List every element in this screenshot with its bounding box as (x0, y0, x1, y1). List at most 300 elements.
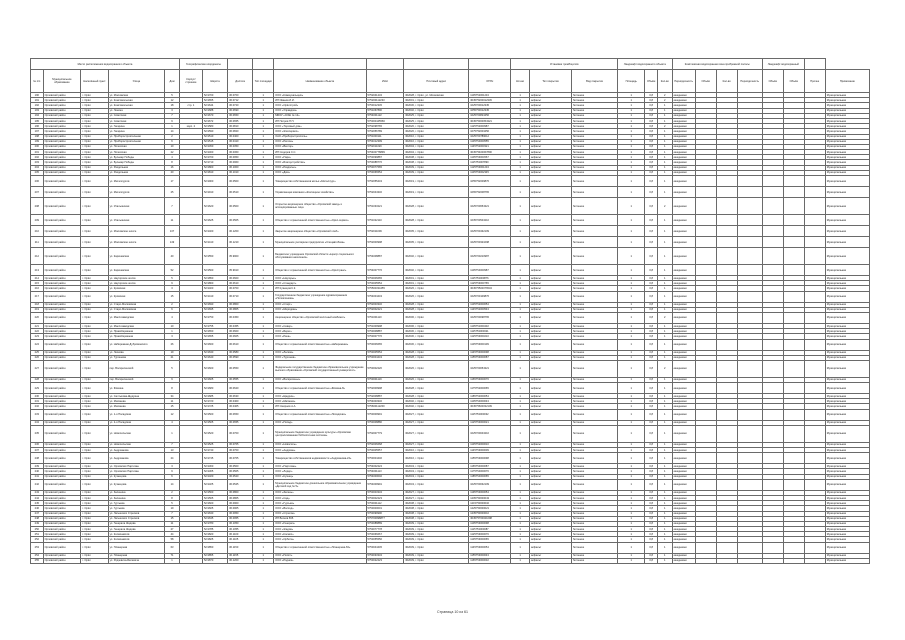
table-cell: Орловский район (43, 521, 81, 526)
table-cell: асфальт (530, 160, 572, 165)
table-cell: 1 (657, 144, 672, 149)
table-cell: 302039, г. Орёл (404, 542, 469, 553)
table-cell (179, 409, 202, 420)
table-cell: 52.9900 (202, 176, 227, 187)
table-cell: 302039, г. Орёл (404, 537, 469, 542)
table-cell: Муниципальная (825, 134, 869, 139)
table-cell: ИП Кузнецов К.К. (274, 286, 366, 291)
table-cell: бетонное (571, 453, 617, 464)
table-cell: бетонное (571, 215, 617, 226)
table-cell: ежедневно (672, 542, 695, 553)
table-cell: 1135753000109 (469, 339, 511, 350)
table-cell: ежедневно (672, 360, 695, 377)
table-cell: г. Орёл (81, 160, 108, 165)
table-cell (783, 360, 804, 377)
table-cell: 0,8 (645, 464, 658, 469)
table-cell: асфальт (530, 237, 572, 248)
table-cell: Муниципальная (825, 329, 869, 334)
table-cell: 575300445566 (366, 118, 404, 123)
table-cell: 1 (253, 165, 274, 170)
table-row (31, 291, 870, 302)
table-cell (762, 187, 783, 198)
table-cell: ежедневно (672, 495, 695, 500)
table-cell: бетонное (571, 409, 617, 420)
table-cell: 1 (253, 521, 274, 526)
table-cell: 1035700543210 (469, 215, 511, 226)
table-cell (804, 360, 825, 377)
table-cell: 217 (31, 291, 44, 302)
table-cell: 52.9710 (202, 160, 227, 165)
table-cell: 1115753007890 (469, 160, 511, 165)
table-cell: 25 (165, 187, 180, 198)
table-cell: Орловский район (43, 425, 81, 442)
table-cell: Орловский район (43, 448, 81, 453)
table-cell: 1 (657, 265, 672, 276)
table-cell: ул. Гагарина (108, 129, 165, 134)
table-cell: бетонное (571, 93, 617, 98)
table-cell: 302028, г. Орёл, ул. Московская (404, 93, 469, 98)
table-cell: ИП Волков В.В. (274, 516, 366, 521)
table-cell: 52.9325 (202, 479, 227, 490)
table-cell: 5754000002 (366, 474, 404, 479)
table-cell: 1 (511, 542, 530, 553)
table-cell: Муниципальная (825, 355, 869, 360)
table-cell: г. Орёл (81, 453, 108, 464)
table-cell: 1 (618, 103, 645, 108)
table-cell: 0,8 (645, 350, 658, 355)
table-cell: 1 (253, 469, 274, 474)
table-cell: 8 (165, 160, 180, 165)
table-cell: 52.9525 (202, 442, 227, 447)
table-cell (762, 312, 783, 323)
table-cell: ООО «Воскресенье» (274, 377, 366, 382)
table-cell: бетонное (571, 307, 617, 312)
table-cell: 1195753000054 (469, 490, 511, 495)
table-cell (762, 248, 783, 265)
table-cell: Орловский район (43, 170, 81, 175)
table-cell: 5753001112 (366, 501, 404, 506)
table-cell: 0,8 (645, 265, 658, 276)
table-cell: 0,8 (645, 129, 658, 134)
table-cell (179, 360, 202, 377)
table-cell: 1055752009876 (469, 176, 511, 187)
table-cell: ул. Набережная Дубровинского (108, 339, 165, 350)
table-cell: 36.1200 (228, 558, 253, 563)
table-cell: ул. Генерала Жадова (108, 521, 165, 526)
column-header: Почтовый адрес (404, 70, 469, 93)
table-cell: 36.0710 (228, 291, 253, 302)
table-cell: 1105753004567 (469, 155, 511, 160)
table-cell: 1 (511, 532, 530, 537)
table-cell: ООО «Партизан» (274, 464, 366, 469)
table-cell: 1 (253, 453, 274, 464)
table-cell: ул. Наугорское шоссе (108, 281, 165, 286)
table-cell: 302040, г. Орёл (404, 399, 469, 404)
table-cell: 5 (165, 93, 180, 98)
table-cell: 1 (511, 307, 530, 312)
table-cell: 1 (511, 383, 530, 394)
table-cell: ул. Карачевская (108, 248, 165, 265)
table-cell: 1 (657, 383, 672, 394)
table-cell (716, 291, 737, 302)
table-cell: 1 (618, 350, 645, 355)
table-cell: корп. 2 (179, 124, 202, 129)
table-cell (179, 291, 202, 302)
table-row (31, 383, 870, 394)
table-cell (737, 215, 762, 226)
table-cell: Муниципальная (825, 553, 869, 558)
table-cell: Орловский район (43, 383, 81, 394)
table-cell (716, 542, 737, 553)
table-cell: г. Орёл (81, 553, 108, 558)
table-cell: ул. Матвеева (108, 404, 165, 409)
table-cell: 1 (618, 237, 645, 248)
table-cell: Орловский район (43, 150, 81, 155)
table-cell: г. Орёл (81, 108, 108, 113)
table-cell: 52.9625 (202, 215, 227, 226)
table-cell: 1145753000009 (469, 448, 511, 453)
table-cell: Орловский район (43, 516, 81, 521)
table-cell: 1115753000087 (469, 527, 511, 532)
table-cell: 243 (31, 490, 44, 495)
table-cell: 5751067890 (366, 108, 404, 113)
column-header: Объём (695, 70, 716, 93)
table-cell: ежедневно (672, 521, 695, 526)
table-cell: 1 (657, 553, 672, 558)
table-cell: 1 (511, 329, 530, 334)
table-cell: 1 (511, 537, 530, 542)
table-cell: 1 (253, 302, 274, 307)
table-cell: 1 (657, 113, 672, 118)
table-cell: 52.9870 (202, 558, 227, 563)
table-cell: 36.0630 (228, 394, 253, 399)
table-cell: 1 (511, 144, 530, 149)
table-cell: 1 (253, 93, 274, 98)
table-cell: 0,8 (645, 521, 658, 526)
table-cell: 5753055556 (366, 537, 404, 542)
table-cell: 302039, г. Орёл (404, 532, 469, 537)
table-cell: 52 (165, 265, 180, 276)
table-cell (737, 542, 762, 553)
table-cell: ул. Раздольная (108, 170, 165, 175)
table-cell: бетонное (571, 165, 617, 170)
table-cell: Орловский район (43, 501, 81, 506)
table-cell: Орловский район (43, 537, 81, 542)
table-cell: 1 (511, 118, 530, 123)
table-cell: 1 (511, 312, 530, 323)
table-cell: асфальт (530, 215, 572, 226)
table-cell: 1 (511, 226, 530, 237)
table-cell: 5753066667 (366, 532, 404, 537)
table-cell: г. Орёл (81, 350, 108, 355)
table-cell: ул. Металлургов (108, 176, 165, 187)
table-cell: 194 (31, 113, 44, 118)
table-cell: г. Орёл (81, 404, 108, 409)
table-cell: Орловский район (43, 442, 81, 447)
table-cell: 1 (511, 155, 530, 160)
table-cell: Муниципальная (825, 339, 869, 350)
table-cell: Муниципальная (825, 527, 869, 532)
table-cell: асфальт (530, 165, 572, 170)
table-cell (695, 383, 716, 394)
table-cell: 1 (253, 108, 274, 113)
table-cell: 1025700012345 (469, 103, 511, 108)
table-cell: ООО «Старт» (274, 302, 366, 307)
table-cell: ООО «Матвеев» (274, 399, 366, 404)
table-cell: 228 (31, 377, 44, 382)
table-cell: 1 (511, 511, 530, 516)
table-cell: асфальт (530, 420, 572, 425)
table-cell: 1 (511, 453, 530, 464)
table-cell: ООО «Лидер» (274, 469, 366, 474)
table-cell: 1 (618, 404, 645, 409)
table-cell: Муниципальная (825, 237, 869, 248)
table-cell: г. Орёл (81, 409, 108, 420)
table-cell: асфальт (530, 334, 572, 339)
table-cell: асфальт (530, 521, 572, 526)
table-cell: Муниципальная (825, 170, 869, 175)
table-cell: 0,8 (645, 453, 658, 464)
header-group (228, 59, 253, 70)
table-cell: 36.1150 (228, 542, 253, 553)
table-cell: 1 (253, 511, 274, 516)
table-cell: 1 (253, 248, 274, 265)
table-cell: Товарищество собственников недвижимости «Андрианова-24» (274, 453, 366, 464)
table-cell (695, 187, 716, 198)
column-header: Долгота (228, 70, 253, 93)
table-cell: ежедневно (672, 124, 695, 129)
table-cell (783, 176, 804, 187)
table-cell: 36.0700 (228, 286, 253, 291)
table-cell: 0,8 (645, 108, 658, 113)
table-cell: 1 (253, 383, 274, 394)
table-cell (716, 187, 737, 198)
table-cell: 36.1100 (228, 532, 253, 537)
table-cell: г. Орёл (81, 495, 108, 500)
table-cell: Муниципальная (825, 474, 869, 479)
table-cell: 1 (511, 334, 530, 339)
table-cell: ул. Маслозаводская (108, 323, 165, 328)
table-cell: 1 (253, 553, 274, 558)
table-cell: 1 (657, 226, 672, 237)
table-cell: 52.9510 (202, 134, 227, 139)
table-cell: 9 (165, 118, 180, 123)
table-cell: 1 (618, 409, 645, 420)
table-row (31, 248, 870, 265)
table-cell: 0,8 (645, 98, 658, 103)
table-cell: 195 (31, 118, 44, 123)
table-cell: 1 (657, 490, 672, 495)
table-cell: 1 (253, 501, 274, 506)
table-cell: 1025700032109 (469, 479, 511, 490)
table-cell: 36.0655 (228, 118, 253, 123)
table-cell: ул. Московское шоссе (108, 226, 165, 237)
table-cell: бетонное (571, 286, 617, 291)
table-cell: 1 (618, 307, 645, 312)
table-cell: ООО «Андриан» (274, 448, 366, 453)
table-cell (716, 176, 737, 187)
table-cell: бетонное (571, 124, 617, 129)
table-cell (804, 542, 825, 553)
table-cell: Муниципальная (825, 558, 869, 563)
table-cell: Орловский район (43, 511, 81, 516)
table-cell: асфальт (530, 302, 572, 307)
table-cell: 1 (511, 134, 530, 139)
table-cell: 1 (511, 355, 530, 360)
table-cell: Орловский район (43, 215, 81, 226)
table-cell: 5753001119 (366, 377, 404, 382)
table-cell: 302030, г. Орёл (404, 329, 469, 334)
table-cell: бетонное (571, 495, 617, 500)
table-cell: 302010, г. Орёл (404, 134, 469, 139)
table-cell: 0,8 (645, 527, 658, 532)
table-cell: 1 (618, 339, 645, 350)
table-cell: 1 (618, 542, 645, 553)
table-cell: 248 (31, 516, 44, 521)
table-cell: 1125752000987 (469, 124, 511, 129)
table-cell: 1 (253, 307, 274, 312)
table-cell: 302028, г. Орёл (404, 394, 469, 399)
table-cell (179, 425, 202, 442)
table-cell: 0,8 (645, 506, 658, 511)
table-cell: бетонное (571, 155, 617, 160)
table-cell: Орловский район (43, 165, 81, 170)
table-cell: ООО «Восход» (274, 506, 366, 511)
table-cell: 5753000001 (366, 506, 404, 511)
table-cell: Бюджетное учреждение Орловской области «Центр социального обслуживания населения» (274, 248, 366, 265)
table-cell: 0,8 (645, 329, 658, 334)
table-cell: асфальт (530, 129, 572, 134)
table-cell: 202 (31, 155, 44, 160)
table-cell: Муниципальная (825, 98, 869, 103)
table-cell: 52.9688 (202, 108, 227, 113)
table-cell: г. Орёл (81, 98, 108, 103)
table-cell: 1 (253, 323, 274, 328)
table-cell: 0,8 (645, 537, 658, 542)
table-cell: 5754001113 (366, 469, 404, 474)
register-body (31, 93, 870, 564)
table-cell: 1 (657, 355, 672, 360)
table-cell (762, 226, 783, 237)
table-cell: ул. Карачевская (108, 265, 165, 276)
table-cell: ежедневно (672, 103, 695, 108)
table-cell: 1 (511, 286, 530, 291)
table-cell: бетонное (571, 377, 617, 382)
table-cell (716, 215, 737, 226)
table-cell: г. Орёл (81, 265, 108, 276)
table-cell: асфальт (530, 103, 572, 108)
table-cell: Орловский район (43, 469, 81, 474)
column-header: Объём (762, 70, 783, 93)
table-cell: пер. Воскресенский (108, 377, 165, 382)
table-cell: Муниципальная (825, 350, 869, 355)
table-cell: 302028, г. Орёл (404, 355, 469, 360)
table-cell: 1 (253, 118, 274, 123)
table-cell: 36.0820 (228, 129, 253, 134)
table-cell: ул. Новосильская (108, 425, 165, 442)
table-cell: 302040, г. Орёл (404, 248, 469, 265)
table-cell: 190 (31, 93, 44, 98)
table-cell: 36.0700 (228, 425, 253, 442)
table-cell: 40 (165, 248, 180, 265)
table-cell: Муниципальная (825, 103, 869, 108)
table-cell: г. Орёл (81, 155, 108, 160)
table-cell: 5754003332 (366, 399, 404, 404)
table-cell: ул. Салтыкова-Щедрина (108, 394, 165, 399)
table-cell: 302030, г. Орёл (404, 103, 469, 108)
table-cell: 1 (511, 291, 530, 302)
table-cell: ул. 2-я Посадская (108, 420, 165, 425)
table-cell: 0,8 (645, 155, 658, 160)
table-cell: Муниципальная (825, 521, 869, 526)
table-cell: 0,8 (645, 355, 658, 360)
table-cell: Муниципальная (825, 464, 869, 469)
table-cell: 5753006665 (366, 276, 404, 281)
table-cell: 36.0960 (228, 160, 253, 165)
table-cell: 304575500076543 (469, 286, 511, 291)
column-header: ИНН (366, 70, 404, 93)
table-row (31, 558, 870, 563)
table-cell: ул. Наугорское шоссе (108, 276, 165, 281)
table-cell: 5751000111 (366, 134, 404, 139)
table-cell: г. Орёл (81, 558, 108, 563)
table-cell: 52.9695 (202, 307, 227, 312)
table-cell: ежедневно (672, 394, 695, 399)
table-cell: Общество с ограниченной ответственностью «Планерная-63» (274, 542, 366, 553)
table-cell: бетонное (571, 108, 617, 113)
table-cell: ежедневно (672, 129, 695, 134)
table-cell (762, 215, 783, 226)
table-cell: 2 (657, 360, 672, 377)
table-cell: 1 (657, 160, 672, 165)
table-cell: 52.9600 (202, 501, 227, 506)
page-footer: Страница 10 из 61 (437, 610, 468, 614)
table-cell: бетонное (571, 334, 617, 339)
table-cell: ООО «Зелень» (274, 490, 366, 495)
table-cell: 9 (165, 377, 180, 382)
table-cell: 1155753000098 (469, 453, 511, 464)
table-cell (804, 291, 825, 302)
table-cell: ОАО «Приборостроитель» (274, 134, 366, 139)
table-cell: Муниципальная (825, 511, 869, 516)
table-cell (179, 198, 202, 215)
table-cell: ежедневно (672, 108, 695, 113)
table-cell: 52.9400 (202, 286, 227, 291)
table-cell: 52.9855 (202, 553, 227, 558)
table-cell: ежедневно (672, 334, 695, 339)
table-cell: 0,8 (645, 215, 658, 226)
table-cell: 5753077778 (366, 527, 404, 532)
table-cell (762, 383, 783, 394)
table-cell: 1125753000765 (469, 281, 511, 286)
table-cell: ежедневно (672, 474, 695, 479)
table-cell: 1185754000065 (469, 474, 511, 479)
table-cell: 302027, г. Орёл (404, 420, 469, 425)
table-cell: 1 (253, 558, 274, 563)
table-cell: 52.9644 (202, 103, 227, 108)
table-cell (737, 425, 762, 442)
table-cell: 12 (165, 98, 180, 103)
table-cell: 1115753000876 (469, 276, 511, 281)
table-cell: 5752007779 (366, 425, 404, 442)
table-cell: 36.0655 (228, 420, 253, 425)
table-cell: бетонное (571, 469, 617, 474)
table-cell: 575500334455 (366, 286, 404, 291)
table-cell (716, 479, 737, 490)
column-header: Улица (108, 70, 165, 93)
table-cell: 1235753000010 (469, 511, 511, 516)
table-cell: бетонное (571, 420, 617, 425)
